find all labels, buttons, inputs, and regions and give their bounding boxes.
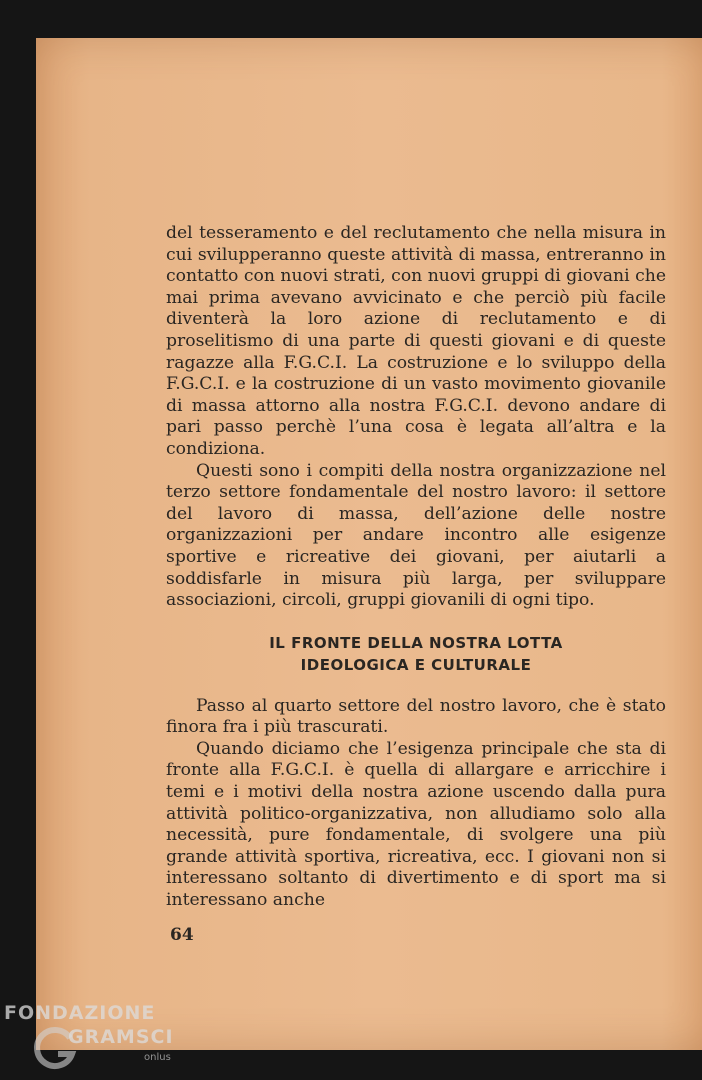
heading-line-1: IL FRONTE DELLA NOSTRA LOTTA (269, 633, 563, 652)
paragraph-4: Quando diciamo che l’esigenza principale che sta di fronte alla F.G.C.I. è quella di allargare e arricchire i temi e i motivi della nostra azione uscendo dalla pura attività politico-organizzativa, non alludiamo solo alla necessità, pure fondamentale, di svolgere una più grande attività sportiva, ricreativa, ecc. I giovani non si interessano soltanto di divertimento e di sport ma si interessano anche (166, 738, 666, 911)
book-page (36, 38, 702, 1050)
body-text (166, 223, 666, 912)
section-heading (166, 632, 666, 676)
paragraph-2: Questi sono i compiti della nostra organizzazione nel terzo settore fondamentale del nostro lavoro: il settore del lavoro di massa, dell’azione delle nostre organizzazioni per andare incontro alle esigenze sportive e ricreative dei giovani, per aiutarli a soddisfarle in misura più larga, per sviluppare associazioni, circoli, gruppi giovanili di ogni tipo. (166, 460, 666, 611)
foundation-watermark (4, 1002, 204, 1072)
heading-line-2: IDEOLOGICA E CULTURALE (300, 655, 532, 674)
watermark-line-1: FONDAZIONE (4, 1002, 156, 1024)
watermark-line-3: onlus (144, 1052, 171, 1063)
paragraph-1: del tesseramento e del reclutamento che nella misura in cui svilupperanno queste attività di massa, entreranno in contatto con nuovi strati, con nuovi gruppi di giovani che mai prima avevano avvicinato e che perciò più facile diventerà la loro azione di reclutamento e di proselitismo di una parte di questi giovani e di queste ragazze alla F.G.C.I. La costruzione e lo sviluppo della F.G.C.I. e la costruzione di un vasto movimento giovanile di massa attorno alla nostra F.G.C.I. devono andare di pari passo perchè l’una cosa è legata all’altra e la condiziona. (166, 223, 666, 459)
page-number: 64 (170, 925, 194, 945)
paragraph-3: Passo al quarto settore del nostro lavoro, che è stato finora fra i più trascurati. (166, 695, 666, 738)
watermark-line-2: GRAMSCI (68, 1026, 174, 1048)
